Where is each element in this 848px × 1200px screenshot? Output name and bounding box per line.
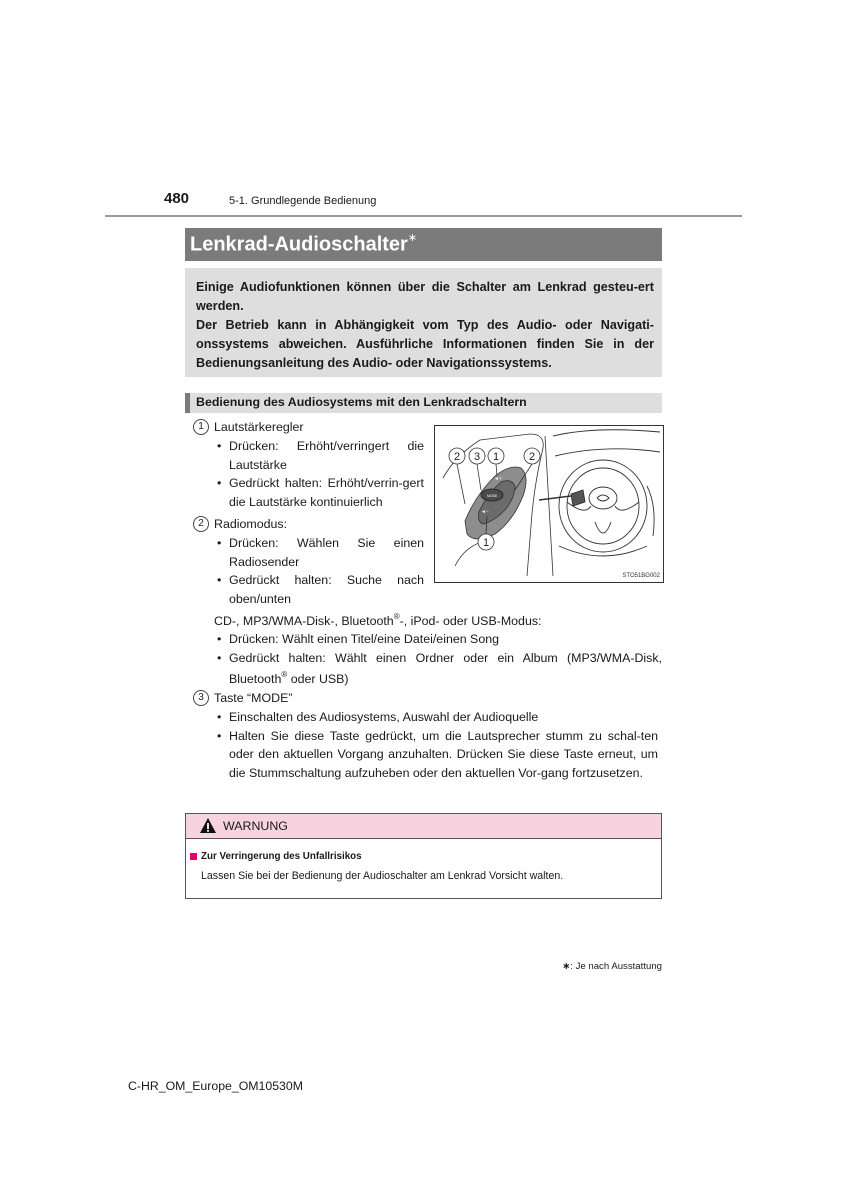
- item-number-3: 3: [193, 690, 209, 706]
- warning-bullet-square: [190, 853, 197, 860]
- list-item: • Drücken: Erhöht/verringert die Lautstärke: [217, 437, 424, 474]
- footnote: [562, 961, 662, 972]
- item-3-title: Taste “MODE”: [214, 691, 293, 705]
- steering-switch-figure: [434, 425, 664, 583]
- item-number-2: 2: [193, 516, 209, 532]
- list-item: • Halten Sie diese Taste gedrückt, um die Lautsprecher stumm zu schal-ten oder den aktuellen Vorgang anzuhalten. Drücken Sie diese Taste erneut, um die Stummschaltung aufzuheben oder den aktuellen Vor-gang fortzusetzen.: [217, 727, 658, 783]
- warning-icon: [199, 817, 217, 835]
- callout-2-right: 2: [528, 451, 536, 463]
- list-item: • Gedrückt halten: Erhöht/verrin-gert die Lautstärke kontinuierlich: [217, 474, 424, 511]
- page-number: 480: [164, 190, 190, 207]
- title-marker: ∗: [407, 232, 418, 244]
- page-title-text: Lenkrad-Audioschalter: [190, 233, 408, 256]
- cd-mode-bullets: [217, 630, 662, 689]
- list-item: • Drücken: Wählen Sie einen Radiosender: [217, 534, 424, 571]
- item-2-title: Radiomodus:: [214, 517, 288, 531]
- header-rule: [105, 215, 742, 217]
- subheading-marker: [185, 393, 190, 413]
- figure-code: STO51BG002: [622, 573, 660, 579]
- footnote-marker: ∗: [562, 961, 571, 972]
- warning-title: WARNUNG: [223, 819, 288, 833]
- item-1-bullets: [217, 437, 424, 512]
- cd-mode-label: CD-, MP3/WMA-Disk-, Bluetooth®-, iPod- oder USB-Modus:: [214, 612, 542, 629]
- list-item: • Einschalten des Audiosystems, Auswahl der Audioquelle: [217, 708, 658, 727]
- footnote-text: : Je nach Ausstattung: [570, 961, 662, 972]
- item-1-title: Lautstärkeregler: [214, 420, 304, 434]
- item-2-bullets: [217, 534, 424, 609]
- intro-line-1: Einige Audiofunktionen können über die Schalter am Lenkrad gesteu-ert werden.: [196, 280, 654, 313]
- subheading: Bedienung des Audiosystems mit den Lenkradschaltern: [196, 395, 527, 409]
- item-3-bullets: [217, 708, 658, 783]
- document-code: C-HR_OM_Europe_OM10530M: [128, 1079, 303, 1093]
- callout-2-left: 2: [453, 451, 461, 463]
- steering-wheel: [539, 430, 660, 556]
- item-number-1: 1: [193, 419, 209, 435]
- section-path: 5-1. Grundlegende Bedienung: [229, 195, 377, 207]
- intro-text: [196, 278, 654, 373]
- warning-body: Lassen Sie bei der Bedienung der Audioschalter am Lenkrad Vorsicht walten.: [201, 870, 564, 882]
- list-item: • Gedrückt halten: Wählt einen Ordner oder ein Album (MP3/WMA-Disk, Bluetooth® oder USB): [217, 649, 662, 690]
- list-item: • Drücken: Wählt einen Titel/eine Datei/einen Song: [217, 630, 662, 649]
- callout-1-top: 1: [492, 451, 500, 463]
- callout-3: 3: [473, 451, 481, 463]
- warning-subtitle: Zur Verringerung des Unfallrisikos: [201, 851, 362, 862]
- steering-switch-illustration: [435, 426, 663, 582]
- list-item: • Gedrückt halten: Suche nach oben/unten: [217, 571, 424, 608]
- mode-button-label: MODE: [487, 494, 498, 498]
- volume-up-icon: ◄+: [494, 476, 502, 482]
- volume-down-icon: ◄−: [481, 509, 489, 515]
- page-title: [190, 233, 417, 257]
- intro-line-2: Der Betrieb kann in Abhängigkeit vom Typ des Audio- oder Navigati-onssystems abweichen. Ausführliche Informationen finden Sie in der Bedienungsanleitung des Audio- oder Navigationssystems.: [196, 318, 654, 370]
- callout-1-bottom: 1: [482, 537, 490, 549]
